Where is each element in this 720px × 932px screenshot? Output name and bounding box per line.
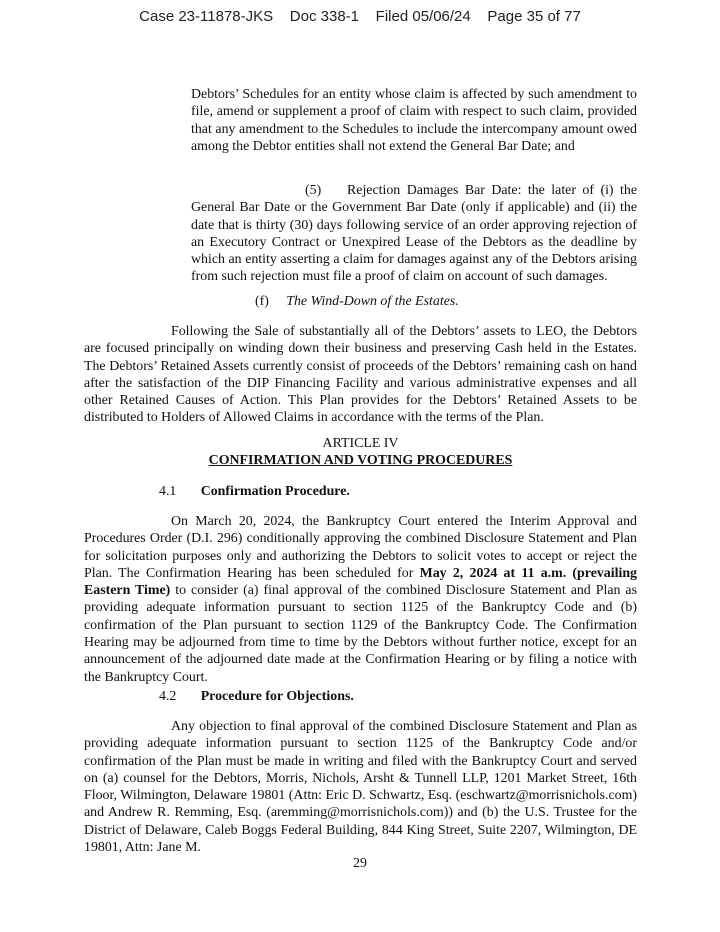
confirmation-text-part-1: On March 20, 2024, the Bankruptcy Court entered the Interim Approval and Procedures Order (D.I. 296) conditionally approving the combined Disclosure Statement and Plan for solicitation purposes only and authorizing the Debtors to solicit votes to accept or reject the Plan. The Confirmation Hearing has been scheduled for: [84, 514, 637, 581]
paragraph-schedules-continued: Debtors’ Schedules for an entity whose claim is affected by such amendment to file, amend or supplement a proof of claim with respect to such claim, provided that any amendment to the Schedules to include the intercompany amount owed among the Debtor entities shall not extend the General Bar Date; and: [191, 87, 637, 154]
section-heading-4-1: [159, 483, 350, 500]
section-number: 4.2: [159, 689, 177, 704]
case-header: Case 23-11878-JKS Doc 338-1 Filed 05/06/24 Page 35 of 77: [139, 8, 581, 25]
item-number: (5): [305, 183, 322, 198]
article-number: ARTICLE IV: [322, 436, 399, 451]
section-heading-4-2: [159, 688, 354, 705]
section-number: 4.1: [159, 484, 177, 499]
paragraph-objections: Any objection to final approval of the combined Disclosure Statement and Plan as providing adequate information pursuant to section 1125 of the Bankruptcy Code and/or confirmation of the Plan must be made in writing and filed with the Bankruptcy Court and served on (a) counsel for the Debtors, Morris, Nichols, Arsht & Tunnell LLP, 1201 Market Street, 16th Floor, Wilmington, Delaware 19801 (Attn: Eric D. Schwartz, Esq. (eschwartz@morrisnichols.com) and Andrew R. Remming, Esq. (aremming@morrisnichols.com)) and (b) the U.S. Trustee for the District of Delaware, Caleb Boggs Federal Building, 844 King Street, Suite 2207, Wilmington, DE 19801, Attn: Jane M.: [84, 719, 637, 856]
paragraph-wind-down: Following the Sale of substantially all of the Debtors’ assets to LEO, the Debtors are focused principally on winding down their business and preserving Cash held in the Estates. The Debtors’ Retained Assets currently consist of proceeds of the Debtors’ remaining cash on hand after the satisfaction of the DIP Financing Facility and various administrative expenses and all other Retained Causes of Action. This Plan provides for the Debtors’ Retained Assets to be distributed to Holders of Allowed Claims in accordance with the terms of the Plan.: [84, 324, 637, 426]
subsection-number: (f): [255, 294, 269, 309]
confirmation-hearing-date: May 2, 2024 at 11 a.m. (prevailing Eastern Time): [84, 565, 638, 599]
confirmation-text-part-2: to consider (a) final approval of the combined Disclosure Statement and Plan as providing adequate information pursuant to section 1125 of the Bankruptcy Code and (b) confirmation of the Plan pursuant to section 1129 of the Bankruptcy Code. The Confirmation Hearing may be adjourned from time to time by the Debtors without further notice, except for an announcement of the adjourned date made at the Confirmation Hearing or by filing a notice with the Bankruptcy Court.: [84, 583, 637, 685]
article-title: CONFIRMATION AND VOTING PROCEDURES: [208, 453, 513, 468]
subsection-title: The Wind-Down of the Estates.: [286, 294, 459, 309]
section-title: Confirmation Procedure.: [200, 484, 350, 499]
paragraph-rejection-damages-bar-date: [191, 182, 637, 286]
section-title: Procedure for Objections.: [200, 689, 354, 704]
item-text: Rejection Damages Bar Date: the later of (i) the General Bar Date or the Government Bar Date (only if applicable) and (ii) the date that is thirty (30) days following service of an order approving rejection of an Executory Contract or Unexpired Lease of the Debtors as the deadline by which an entity asserting a claim for damages against any of the Debtors arising from such rejection must file a proof of claim on account of such damages.: [191, 183, 637, 285]
subsection-heading-f: [255, 293, 459, 310]
paragraph-confirmation-procedure: [84, 513, 637, 686]
page-number: 29: [353, 856, 367, 871]
